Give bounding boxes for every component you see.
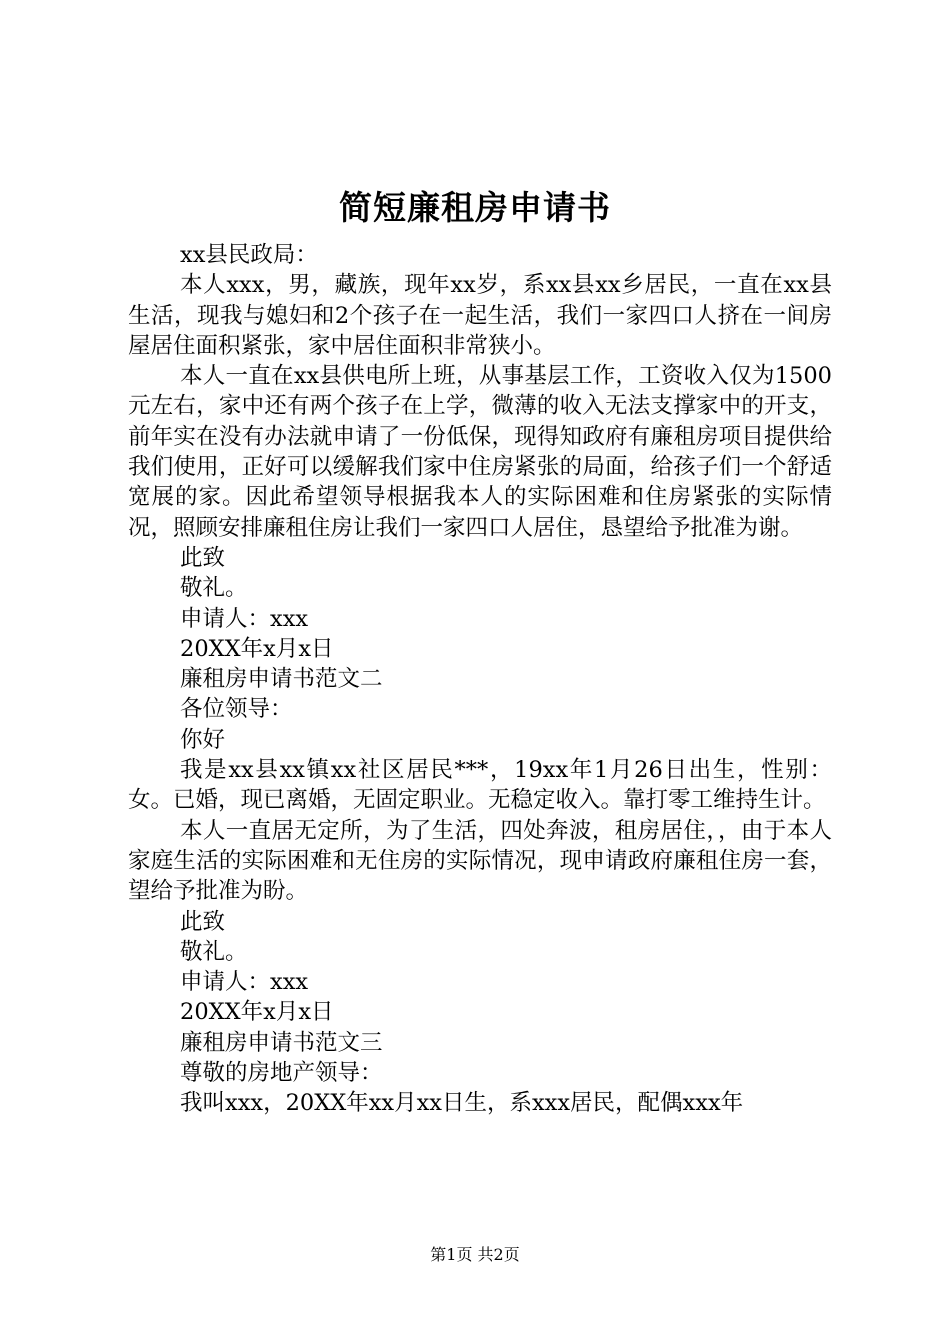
paragraph: 本人一直居无定所，为了生活，四处奔波，租房居住，，由于本人家庭生活的实际困难和无住房的实际情况，现申请政府廉租住房一套，望给予批准为盼。 bbox=[128, 817, 832, 905]
paragraph: 20XX年x月x日 bbox=[180, 999, 334, 1026]
paragraph: 我是xx县xx镇xx社区居民***，19xx年1月26日出生，性别：女。已婚，现已离婚，无固定职业。无稳定收入。靠打零工维持生计。 bbox=[128, 757, 832, 814]
page-footer: 第1页 共2页 bbox=[430, 1245, 520, 1264]
paragraph: 申请人：xxx bbox=[180, 605, 309, 632]
paragraph: 申请人：xxx bbox=[180, 969, 309, 996]
paragraph: 本人xxx，男，藏族，现年xx岁，系xx县xx乡居民，一直在xx县生活，现我与媳妇和2个孩子在一起生活，我们一家四口人挤在一间房屋居住面积紧张，家中居住面积非常狭小。 bbox=[128, 272, 832, 359]
paragraph: 此致 bbox=[180, 908, 226, 935]
paragraph: 你好 bbox=[180, 726, 226, 753]
paragraph: xx县民政局： bbox=[180, 242, 318, 268]
paragraph: 敬礼。 bbox=[180, 938, 248, 965]
document-title: 简短廉租房申请书 bbox=[339, 188, 611, 227]
paragraph: 我叫xxx，20XX年xx月xx日生，系xxx居民，配偶xxx年 bbox=[180, 1090, 744, 1117]
paragraph: 20XX年x月x日 bbox=[180, 635, 334, 662]
paragraph: 廉租房申请书范文二 bbox=[180, 666, 383, 693]
paragraph: 本人一直在xx县供电所上班，从事基层工作，工资收入仅为1500元左右，家中还有两个孩子在上学，微薄的收入无法支撑家中的开支，前年实在没有办法就申请了一份低保，现得知政府有廉租房项目提供给我们使用，正好可以缓解我们家中住房紧张的局面，给孩子们一个舒适宽展的家。因此希望领导根据我本人的实际困难和住房紧张的实际情况，照顾安排廉租住房让我们一家四口人居住，恳望给予批准为谢。 bbox=[128, 363, 832, 541]
paragraph: 尊敬的房地产领导： bbox=[180, 1060, 383, 1087]
paragraph: 敬礼。 bbox=[180, 575, 248, 602]
paragraph: 此致 bbox=[180, 544, 226, 571]
paragraph: 廉租房申请书范文三 bbox=[180, 1029, 383, 1056]
paragraph: 各位领导： bbox=[180, 696, 293, 723]
document-body bbox=[128, 240, 832, 1119]
